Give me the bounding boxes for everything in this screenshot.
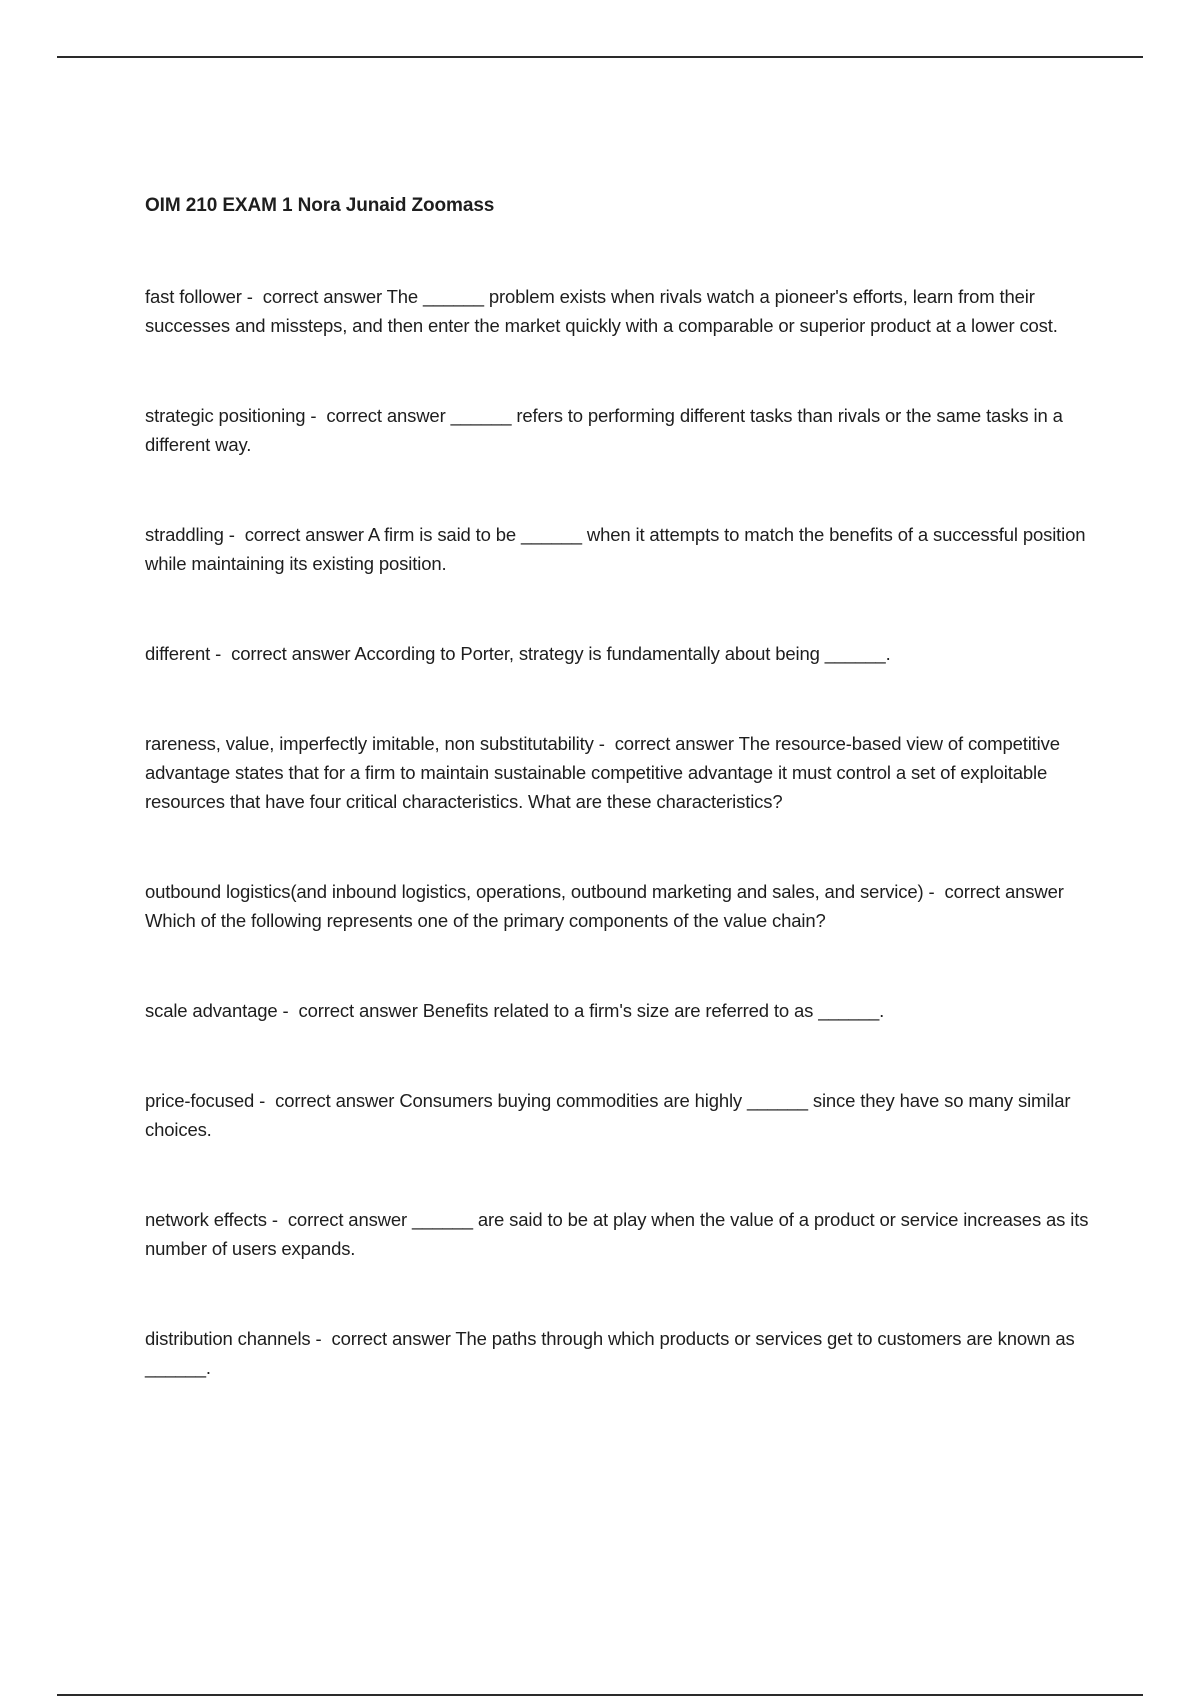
answer-term: outbound logistics(and inbound logistics, operations, outbound marketing and sales, and service) [145, 881, 924, 902]
qa-entry [145, 520, 1090, 578]
qa-entry [145, 401, 1090, 459]
question-text: Consumers buying commodities are highly ______ since they have so many similar choices. [145, 1090, 1071, 1140]
separator: - [277, 1000, 299, 1021]
qa-entry [145, 639, 1090, 668]
separator: - [223, 524, 245, 545]
qa-entry [145, 996, 1090, 1025]
qa-entry [145, 729, 1090, 816]
answer-term: price-focused [145, 1090, 255, 1111]
answer-marker: correct answer [298, 1000, 418, 1021]
question-text: The resource-based view of competitive advantage states that for a firm to maintain sustainable competitive advantage it must control a set of exploitable resources that have four critical characteristics. What are these characteristics? [145, 733, 1060, 812]
question-text: The ______ problem exists when rivals watch a pioneer's efforts, learn from their successes and missteps, and then enter the market quickly with a comparable or superior product at a lower cost. [145, 286, 1058, 336]
question-text: A firm is said to be ______ when it attempts to match the benefits of a successful position while maintaining its existing position. [145, 524, 1086, 574]
bottom-rule [57, 1694, 1143, 1696]
answer-marker: correct answer [287, 1209, 408, 1230]
answer-marker: correct answer [944, 881, 1064, 902]
qa-entry [145, 1205, 1090, 1263]
answer-term: rareness, value, imperfectly imitable, non substitutability [145, 733, 594, 754]
answer-term: distribution channels [145, 1328, 311, 1349]
answer-term: different [145, 643, 211, 664]
answer-marker: correct answer [614, 733, 734, 754]
answer-marker: correct answer [331, 1328, 451, 1349]
document-body [145, 192, 1090, 1443]
question-text: Which of the following represents one of the primary components of the value chain? [145, 910, 826, 931]
answer-marker: correct answer [326, 405, 446, 426]
answer-marker: correct answer [244, 524, 364, 545]
qa-entry [145, 1324, 1090, 1382]
answer-term: fast follower [145, 286, 242, 307]
answer-term: strategic positioning [145, 405, 306, 426]
answer-marker: correct answer [231, 643, 351, 664]
question-text: ______ are said to be at play when the value of a product or service increases as its number of users expands. [145, 1209, 1089, 1259]
answer-marker: correct answer [262, 286, 382, 307]
qa-entry [145, 877, 1090, 935]
answer-marker: correct answer [275, 1090, 395, 1111]
qa-entry [145, 1086, 1090, 1144]
answer-term: scale advantage [145, 1000, 278, 1021]
answer-term: straddling [145, 524, 224, 545]
separator: - [210, 643, 232, 664]
separator: - [266, 1209, 288, 1230]
top-rule [57, 56, 1143, 58]
separator: - [310, 1328, 332, 1349]
separator: - [241, 286, 263, 307]
question-text: According to Porter, strategy is fundamentally about being ______. [354, 643, 891, 664]
question-text: Benefits related to a firm's size are referred to as ______. [422, 1000, 885, 1021]
question-text: ______ refers to performing different tasks than rivals or the same tasks in a different way. [145, 405, 1063, 455]
separator: - [593, 733, 615, 754]
separator: - [254, 1090, 276, 1111]
page-title: OIM 210 EXAM 1 Nora Junaid Zoomass [145, 195, 495, 216]
qa-entry [145, 282, 1090, 340]
question-text: The paths through which products or services get to customers are known as ______. [145, 1328, 1075, 1378]
separator: - [305, 405, 327, 426]
answer-term: network effects [145, 1209, 267, 1230]
separator: - [923, 881, 945, 902]
